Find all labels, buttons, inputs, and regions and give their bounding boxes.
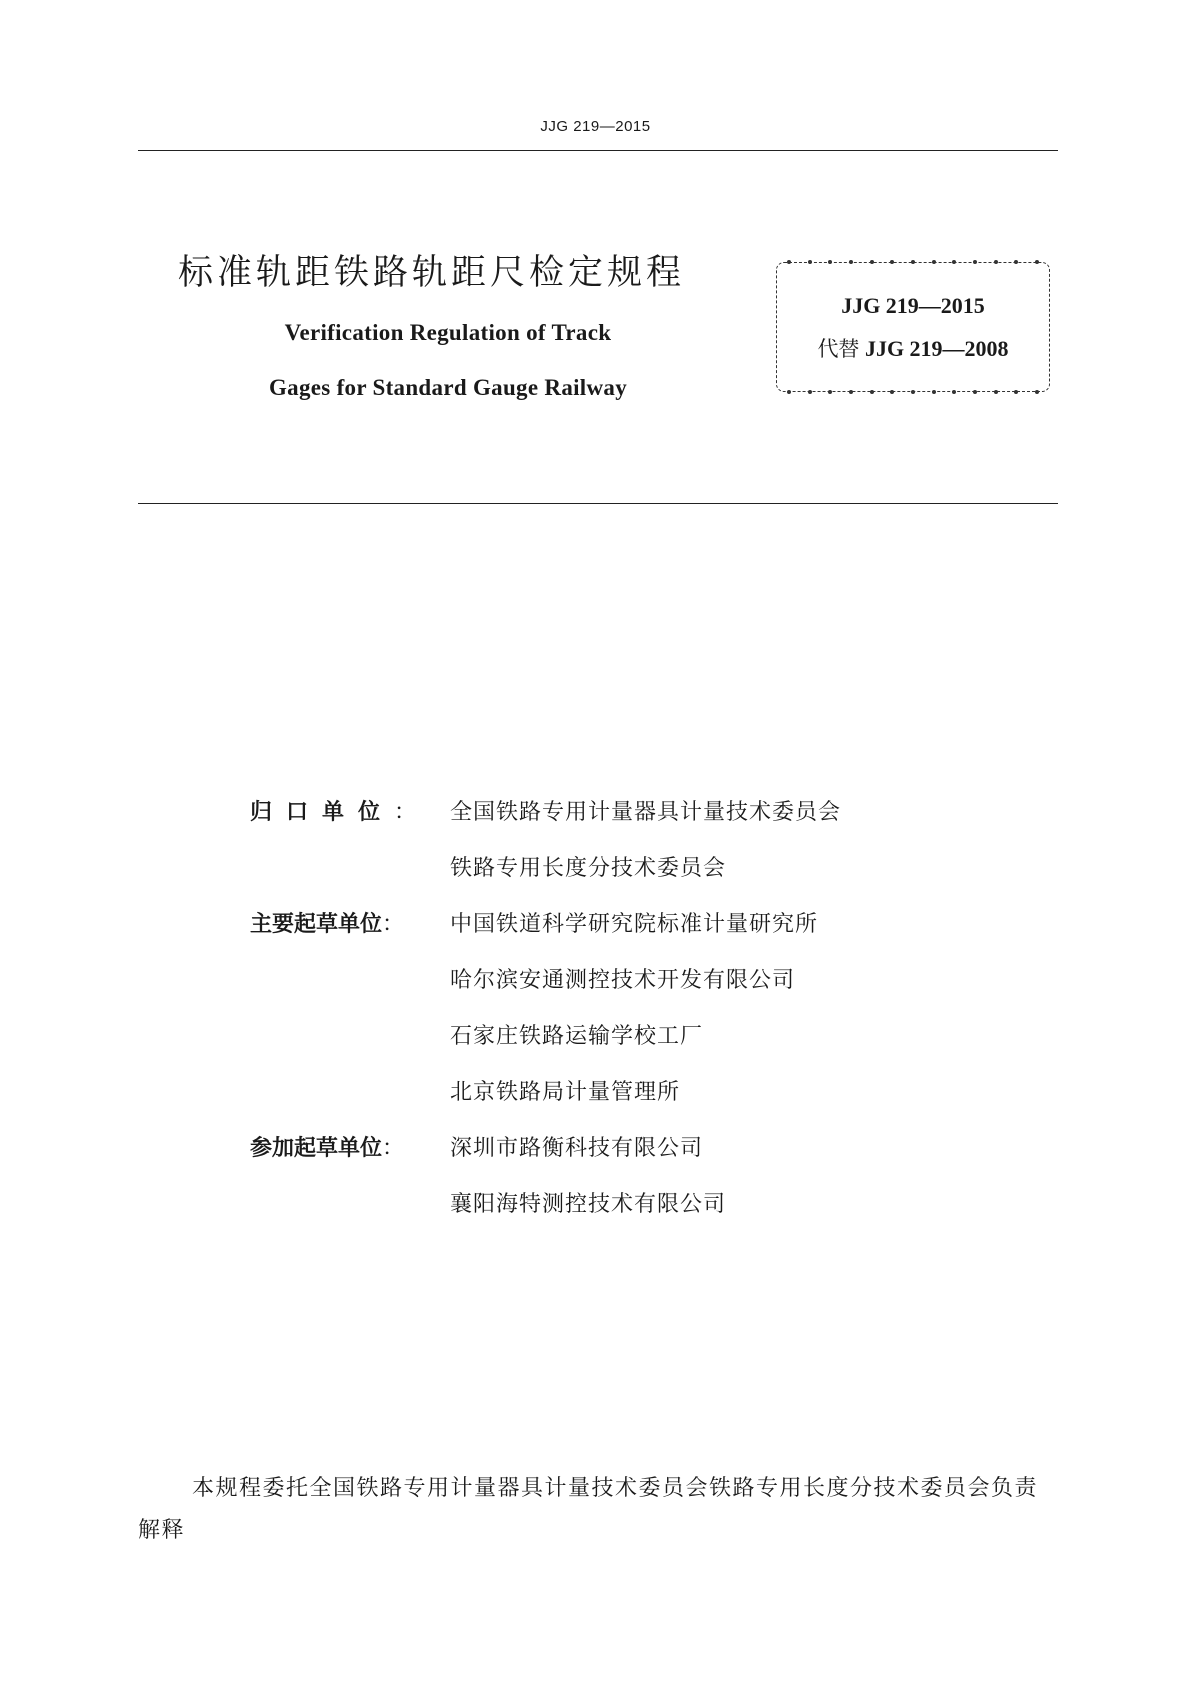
replaces-line <box>777 333 1049 363</box>
participating-unit: 深圳市路衡科技有限公司 <box>450 1136 704 1161</box>
main-drafting-unit: 北京铁路局计量管理所 <box>450 1080 681 1105</box>
main-drafting-label: 主要起草单位： <box>250 912 405 937</box>
box-decoration-bottom <box>777 390 1049 394</box>
replaced-code: JJG 219—2008 <box>864 336 1009 361</box>
responsible-row <box>250 795 841 851</box>
title-english-line1: Verification Regulation of Track <box>284 320 612 345</box>
title-chinese: 标准轨距铁路轨距尺检定规程 <box>178 253 686 293</box>
participating-row <box>250 1131 841 1187</box>
main-drafting-unit: 石家庄铁路运输学校工厂 <box>450 1024 704 1049</box>
responsible-unit: 全国铁路专用计量器具计量技术委员会 <box>450 800 842 825</box>
title-rule <box>138 503 1058 504</box>
main-drafting-unit: 中国铁道科学研究院标准计量研究所 <box>450 912 819 937</box>
responsible-row <box>250 851 841 907</box>
participating-label: 参加起草单位： <box>250 1136 405 1161</box>
main-drafting-row <box>250 963 841 1019</box>
header-standard-code: JJG 219—2015 <box>540 118 651 135</box>
standard-code-box <box>776 262 1050 392</box>
main-drafting-unit: 哈尔滨安通测控技术开发有限公司 <box>450 968 796 993</box>
replaces-label: 代替 <box>817 337 860 361</box>
main-drafting-row <box>250 1019 841 1075</box>
interpretation-note: 本规程委托全国铁路专用计量器具计量技术委员会铁路专用长度分技术委员会负责解释 <box>138 1476 1039 1543</box>
current-code: JJG 219—2015 <box>841 293 985 318</box>
participating-unit: 襄阳海特测控技术有限公司 <box>450 1192 727 1217</box>
participating-row <box>250 1187 841 1243</box>
responsible-label: 归口单位： <box>250 800 417 825</box>
main-drafting-row <box>250 1075 841 1131</box>
title-english-line2: Gages for Standard Gauge Railway <box>268 375 628 400</box>
main-drafting-row <box>250 907 841 963</box>
organization-list <box>250 795 841 1243</box>
header-rule <box>138 150 1058 151</box>
responsible-unit: 铁路专用长度分技术委员会 <box>450 856 727 881</box>
